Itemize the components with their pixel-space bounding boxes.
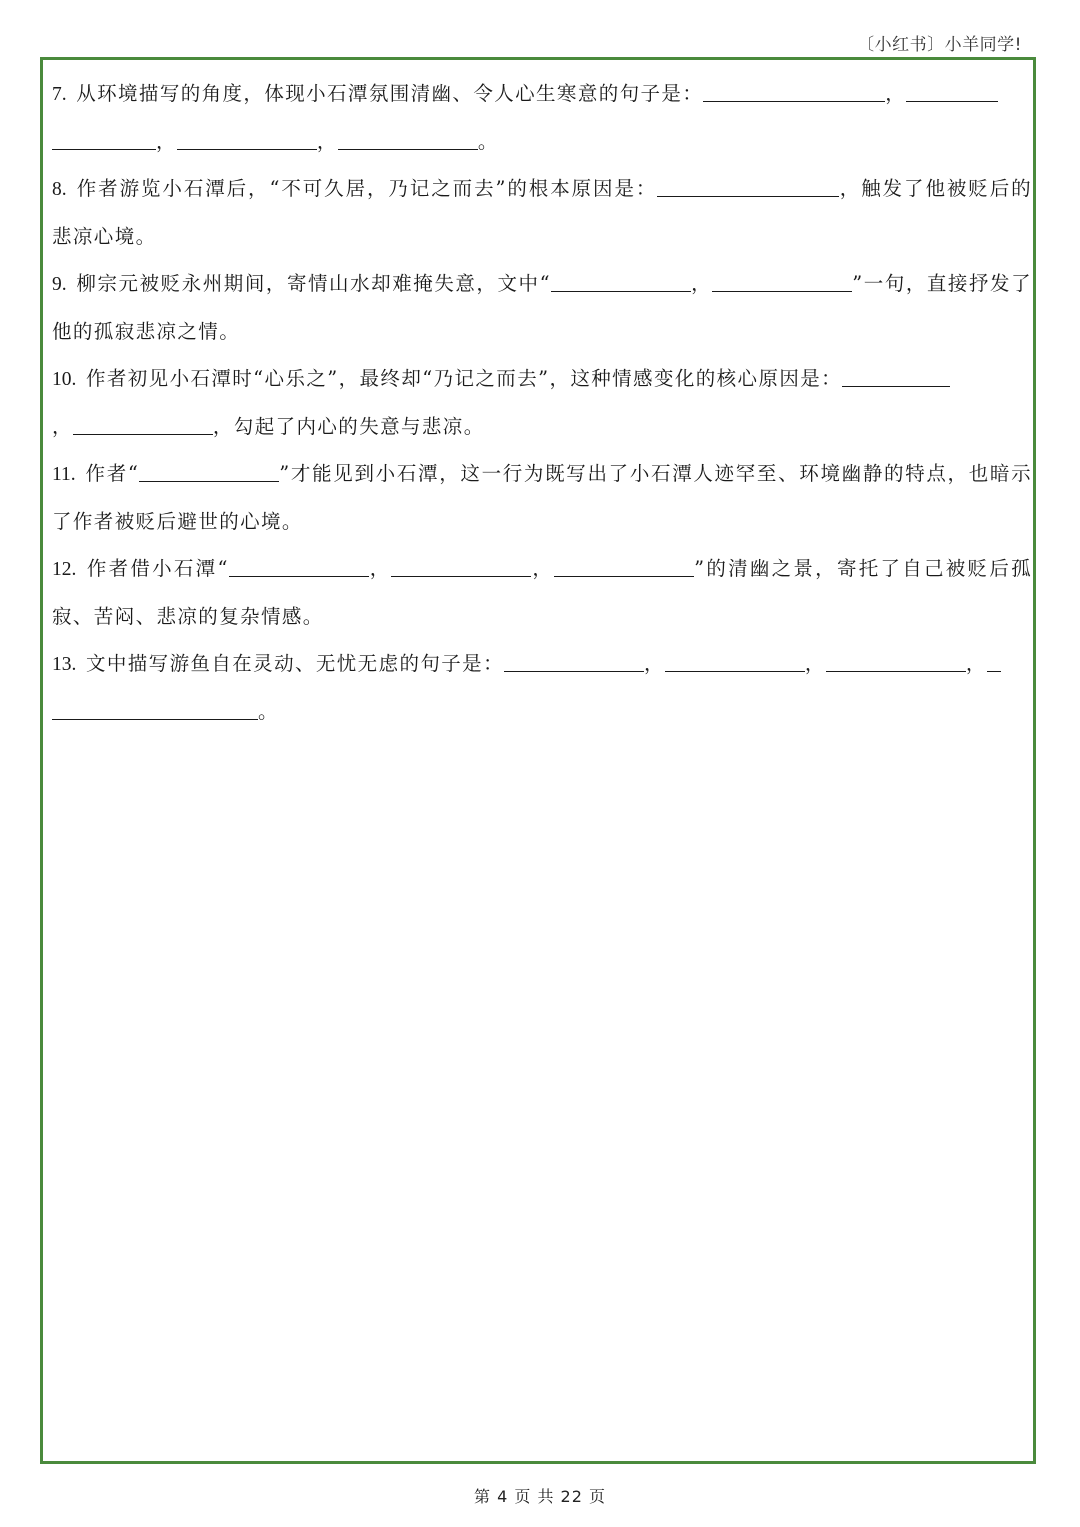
answer-blank[interactable]	[703, 77, 885, 102]
punctuation: ，	[644, 652, 665, 675]
question-12	[52, 545, 1032, 640]
punctuation: ，	[965, 652, 987, 675]
punctuation: ，	[156, 130, 177, 153]
punctuation: 。	[258, 700, 279, 723]
question-text: ，勾起了内心的失意与悲凉。	[212, 415, 485, 438]
answer-blank[interactable]	[391, 552, 531, 577]
punctuation: ，	[690, 272, 713, 295]
question-number: 10.	[52, 369, 77, 390]
question-number: 9.	[52, 274, 67, 295]
question-text: 作者借小石潭“	[86, 557, 229, 580]
question-11	[52, 450, 1032, 545]
punctuation: ，	[531, 557, 555, 580]
question-number: 12.	[52, 559, 77, 580]
answer-blank[interactable]	[987, 647, 1001, 672]
question-text: 作者“	[85, 462, 140, 485]
punctuation: ，	[804, 652, 826, 675]
punctuation: ，	[316, 130, 338, 153]
question-number: 13.	[52, 654, 77, 675]
answer-blank[interactable]	[657, 172, 839, 197]
answer-blank[interactable]	[554, 552, 694, 577]
punctuation: ，	[368, 557, 392, 580]
answer-blank[interactable]	[73, 410, 213, 435]
question-text: 文中描写游鱼自在灵动、无忧无虑的句子是：	[85, 652, 504, 675]
punctuation: ，	[885, 82, 907, 105]
question-text: 作者游览小石潭后，“不可久居，乃记之而去”的根本原因是：	[76, 177, 658, 200]
answer-blank[interactable]	[139, 457, 279, 482]
question-list	[52, 70, 1032, 735]
punctuation: 。	[477, 130, 499, 153]
answer-blank[interactable]	[712, 267, 852, 292]
question-13	[52, 640, 1032, 735]
question-number: 11.	[52, 464, 76, 485]
question-text: ”才能见到小石潭，这一行为既写出了小石潭人迹罕至、环境幽静的特点，也暗示了作者被贬后避世的心境。	[52, 462, 1032, 533]
answer-blank[interactable]	[52, 695, 258, 720]
source-tag: 〔小红书〕小羊同学!	[857, 35, 1022, 55]
question-9	[52, 260, 1032, 355]
question-number: 7.	[52, 84, 67, 105]
question-text: 从环境描写的角度，体现小石潭氛围清幽、令人心生寒意的句子是：	[76, 82, 704, 105]
answer-blank[interactable]	[842, 362, 950, 387]
answer-blank[interactable]	[229, 552, 369, 577]
question-number: 8.	[52, 179, 67, 200]
question-text: 柳宗元被贬永州期间，寄情山水却难掩失意，文中“	[76, 272, 551, 295]
question-text: 作者初见小石潭时“心乐之”，最终却“乃记之而去”，这种情感变化的核心原因是：	[85, 367, 843, 390]
page-number-footer: 第 4 页 共 22 页	[474, 1487, 606, 1506]
answer-blank[interactable]	[338, 125, 478, 150]
answer-blank[interactable]	[906, 77, 998, 102]
question-8	[52, 165, 1032, 260]
question-text: ”的清幽之景，寄托了自己被贬后孤寂、苦闷、悲凉的复杂情感。	[52, 557, 1032, 628]
answer-blank[interactable]	[826, 647, 966, 672]
answer-blank[interactable]	[551, 267, 691, 292]
question-7	[52, 70, 1032, 165]
question-10	[52, 355, 1032, 450]
answer-blank[interactable]	[52, 125, 156, 150]
question-text: ”一句，直接抒发了他的孤寂悲凉之情。	[52, 272, 1032, 343]
question-text: ，触发了他被贬后的悲凉心境。	[52, 177, 1033, 248]
answer-blank[interactable]	[504, 647, 644, 672]
punctuation: ，	[52, 415, 73, 438]
answer-blank[interactable]	[177, 125, 317, 150]
answer-blank[interactable]	[665, 647, 805, 672]
